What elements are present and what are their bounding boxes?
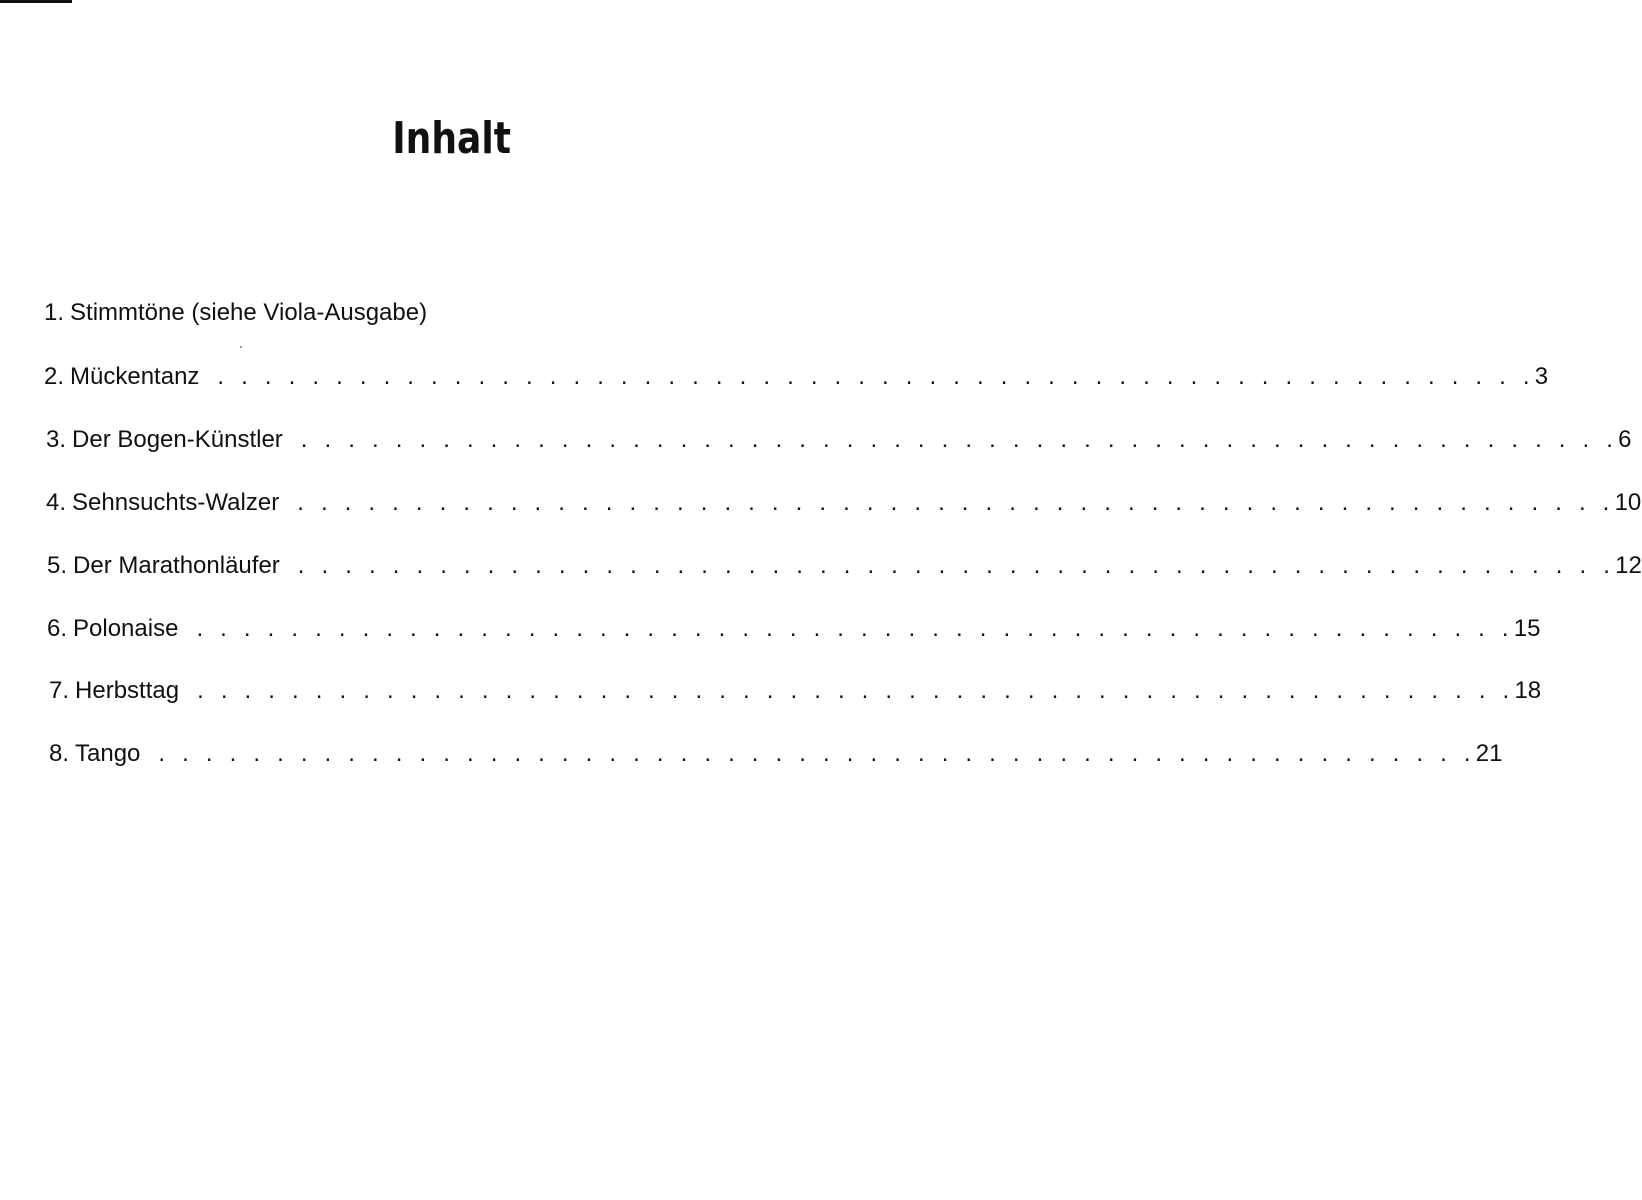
entry-page: 3 bbox=[1534, 363, 1549, 390]
entry-title: Herbsttag bbox=[75, 677, 180, 704]
entry-title: Tango bbox=[75, 740, 141, 767]
dot-leader: . . . . . . . . . . . . . . . . . . . . . . . . . . . . . . . . . . . . . . . . . . . . . . . . . . . . . . . . bbox=[300, 426, 1619, 453]
dot-leader: . . . . . . . . . . . . . . . . . . . . . . . . . . . . . . . . . . . . . . . . . . . . . . . . . . . . . . . . bbox=[297, 489, 1615, 516]
entry-number: 5. bbox=[47, 552, 68, 579]
entry-title: Der Bogen-Künstler bbox=[72, 426, 283, 453]
entry-number: 7. bbox=[49, 677, 70, 704]
entry-number: 4. bbox=[46, 489, 67, 516]
toc-entry-6[interactable] bbox=[47, 614, 1541, 644]
entry-page: 18 bbox=[1514, 677, 1542, 704]
dot-leader: . . . . . . . . . . . . . . . . . . . . . . . . . . . . . . . . . . . . . . . . . . . . . . . . . . . . . . . . bbox=[197, 677, 1515, 704]
entry-page: 10 bbox=[1614, 489, 1642, 516]
dot-leader: . . . . . . . . . . . . . . . . . . . . . . . . . . . . . . . . . . . . . . . . . . . . . . . . . . . . . . . . bbox=[158, 740, 1476, 767]
entry-title: Mückentanz bbox=[70, 363, 200, 390]
toc-entry-8[interactable] bbox=[49, 739, 1503, 769]
entry-title: Polonaise bbox=[73, 615, 179, 642]
entry-title: Der Marathonläufer bbox=[73, 552, 280, 579]
dot-leader: . . . . . . . . . . . . . . . . . . . . . . . . . . . . . . . . . . . . . . . . . . . . . . . . . . . . . . . . bbox=[297, 552, 1616, 579]
entry-page: 21 bbox=[1475, 740, 1503, 767]
entry-page: 6 bbox=[1618, 426, 1632, 453]
toc-entry-4[interactable] bbox=[46, 488, 1642, 518]
dot-leader: . . . . . . . . . . . . . . . . . . . . . . . . . . . . . . . . . . . . . . . . . . . . . . . . . . . . . . . . bbox=[196, 615, 1514, 642]
entry-page: 15 bbox=[1513, 615, 1541, 642]
entry-number: 2. bbox=[44, 363, 65, 390]
entry-title: Sehnsuchts-Walzer bbox=[72, 489, 280, 516]
toc-entry-1[interactable] bbox=[44, 298, 427, 328]
entry-title: Stimmtöne (siehe Viola-Ausgabe) bbox=[70, 299, 428, 326]
toc-entry-3[interactable] bbox=[46, 425, 1632, 455]
toc-entry-5[interactable] bbox=[47, 551, 1642, 581]
dot-leader: . . . . . . . . . . . . . . . . . . . . . . . . . . . . . . . . . . . . . . . . . . . . . . . . . . . . . . . . bbox=[217, 363, 1535, 390]
entry-number: 1. bbox=[44, 299, 65, 326]
page-title: Inhalt bbox=[392, 113, 512, 164]
entry-number: 6. bbox=[47, 615, 68, 642]
entry-page: 12 bbox=[1615, 552, 1642, 579]
toc-entry-2[interactable] bbox=[44, 362, 1549, 392]
toc-entry-7[interactable] bbox=[49, 676, 1542, 706]
entry-number: 8. bbox=[49, 740, 70, 767]
entry-number: 3. bbox=[46, 426, 67, 453]
